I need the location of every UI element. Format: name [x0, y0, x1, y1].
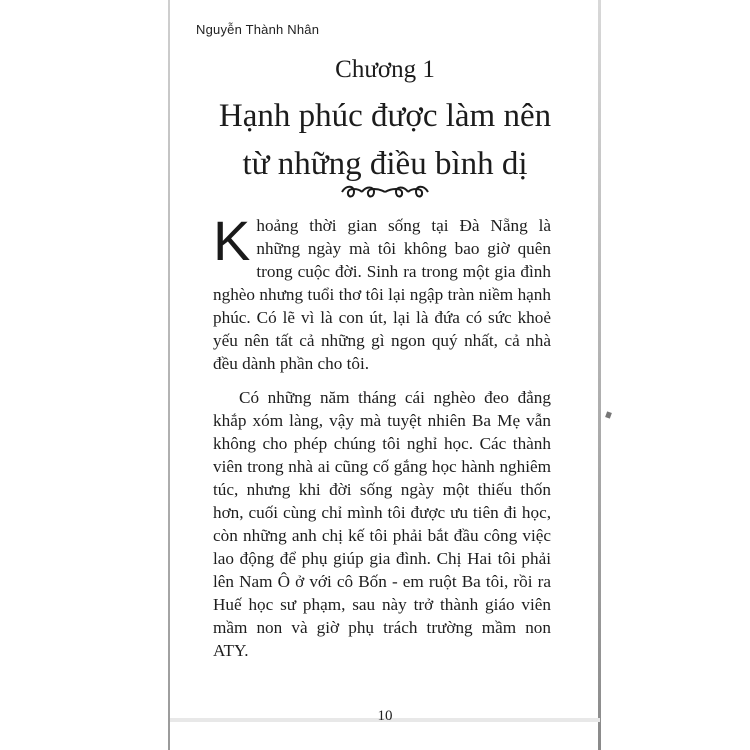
chapter-title-line-1: Hạnh phúc được làm nên: [218, 98, 552, 134]
paragraph-1-text: hoảng thời gian sống tại Đà Nẵng là những ngày mà tôi không bao giờ quên trong cuộc đời. Sinh ra trong một gia đình nghèo nhưng tuổi thơ tôi lại ngập tràn niềm hạnh phúc. Có lẽ vì là con út, lại là đứa có sức khoẻ yếu nên tất cả những gì ngon quý nhất, cả nhà đều dành phần cho tôi.: [213, 216, 551, 373]
paragraph-1: [213, 209, 551, 375]
drop-cap: K: [213, 209, 251, 272]
chapter-number: Chương 1: [335, 56, 435, 83]
paragraph-2: Có những năm tháng cái nghèo đeo đẳng khắp xóm làng, vậy mà tuyệt nhiên Ba Mẹ vẫn không cho phép chúng tôi nghỉ học. Các thành viên trong nhà ai cũng cố gắng học hành nghiêm túc, nhưng khi đời sống ngày một thiếu thốn hơn, cuối cùng chỉ mình tôi được ưu tiên đi học, còn những anh chị kế tôi phải bắt đầu công việc lao động để phụ giúp gia đình. Chị Hai tôi phải lên Nam Ô ở với cô Bốn - em ruột Ba tôi, rồi ra Huế học sư phạm, sau này trở thành giáo viên mầm non và giờ phụ trách trường mầm non ATY.: [213, 388, 551, 660]
chapter-title: [170, 92, 600, 188]
chapter-title-line-2: từ những điều bình dị: [242, 146, 528, 182]
floral-divider-icon: [340, 184, 430, 200]
running-head-author: Nguyễn Thành Nhân: [196, 22, 320, 37]
page-number: 10: [377, 708, 393, 724]
chapter-body: [213, 209, 551, 662]
